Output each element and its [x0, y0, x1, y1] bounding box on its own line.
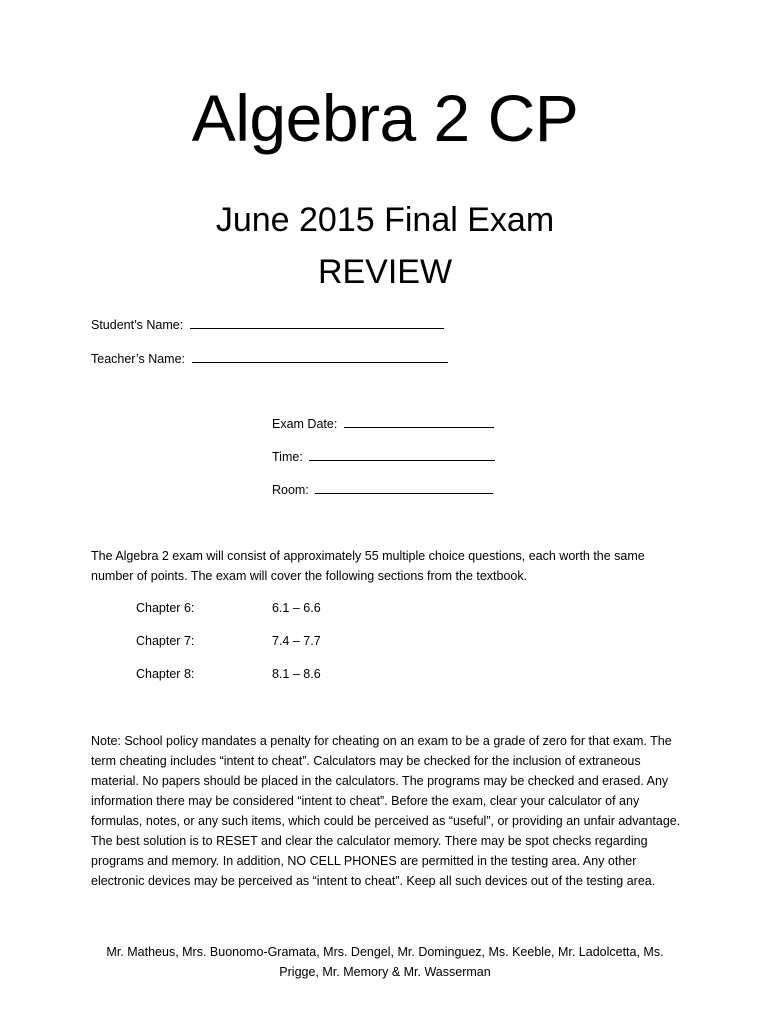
chapter-row: [136, 600, 321, 616]
time-label: Time:: [272, 450, 303, 464]
time-field: [272, 449, 495, 465]
cheating-policy-note: Note: School policy mandates a penalty for cheating on an exam to be a grade of zero for that exam. The term cheating includes “intent to cheat”. Calculators may be checked for the inclusion of extraneous material. No papers should be placed in the calculators. The programs may be checked and erased. Any information there may be considered “intent to cheat”. Before the exam, clear your calculator of any formulas, notes, or any such items, which could be perceived as “useful”, or providing an unfair advantage. The best solution is to RESET and clear the calculator memory. There may be spot checks regarding programs and memory. In addition, NO CELL PHONES are permitted in the testing area. Any other electronic devices may be perceived as “intent to cheat”. Keep all such devices out of the testing area.: [91, 734, 681, 888]
chapter-row: [136, 666, 321, 682]
exam-date-label: Exam Date:: [272, 417, 338, 431]
exam-date-blank: [344, 416, 494, 428]
teacher-name-field: [91, 351, 448, 367]
student-name-blank: [190, 317, 444, 329]
teacher-name-label: Teacher’s Name:: [91, 352, 186, 366]
chapter-sections: 7.4 – 7.7: [272, 634, 321, 648]
document-title: Algebra 2 CP: [191, 81, 579, 155]
student-name-label: Student’s Name:: [91, 318, 184, 332]
student-name-field: [91, 317, 444, 333]
chapter-row: [136, 633, 321, 649]
time-blank: [309, 449, 495, 461]
chapter-name: Chapter 7:: [136, 634, 195, 648]
document-subtitle: June 2015 Final Exam: [215, 201, 555, 239]
teachers-footer: Mr. Matheus, Mrs. Buonomo-Gramata, Mrs. Dengel, Mr. Dominguez, Ms. Keeble, Mr. Ladolcetta, Ms. Prigge, Mr. Memory & Mr. Wasserman: [106, 945, 664, 979]
chapter-sections: 8.1 – 8.6: [272, 667, 321, 681]
chapter-sections: 6.1 – 6.6: [272, 601, 321, 615]
room-field: [272, 482, 493, 498]
room-label: Room:: [272, 483, 309, 497]
chapter-name: Chapter 8:: [136, 667, 195, 681]
teacher-name-blank: [192, 351, 448, 363]
chapter-name: Chapter 6:: [136, 601, 195, 615]
intro-paragraph: The Algebra 2 exam will consist of approximately 55 multiple choice questions, each worth the same number of points. The exam will cover the following sections from the textbook.: [91, 549, 645, 583]
room-blank: [315, 482, 493, 494]
document-subtitle-review: REVIEW: [317, 253, 453, 291]
exam-date-field: [272, 416, 494, 432]
